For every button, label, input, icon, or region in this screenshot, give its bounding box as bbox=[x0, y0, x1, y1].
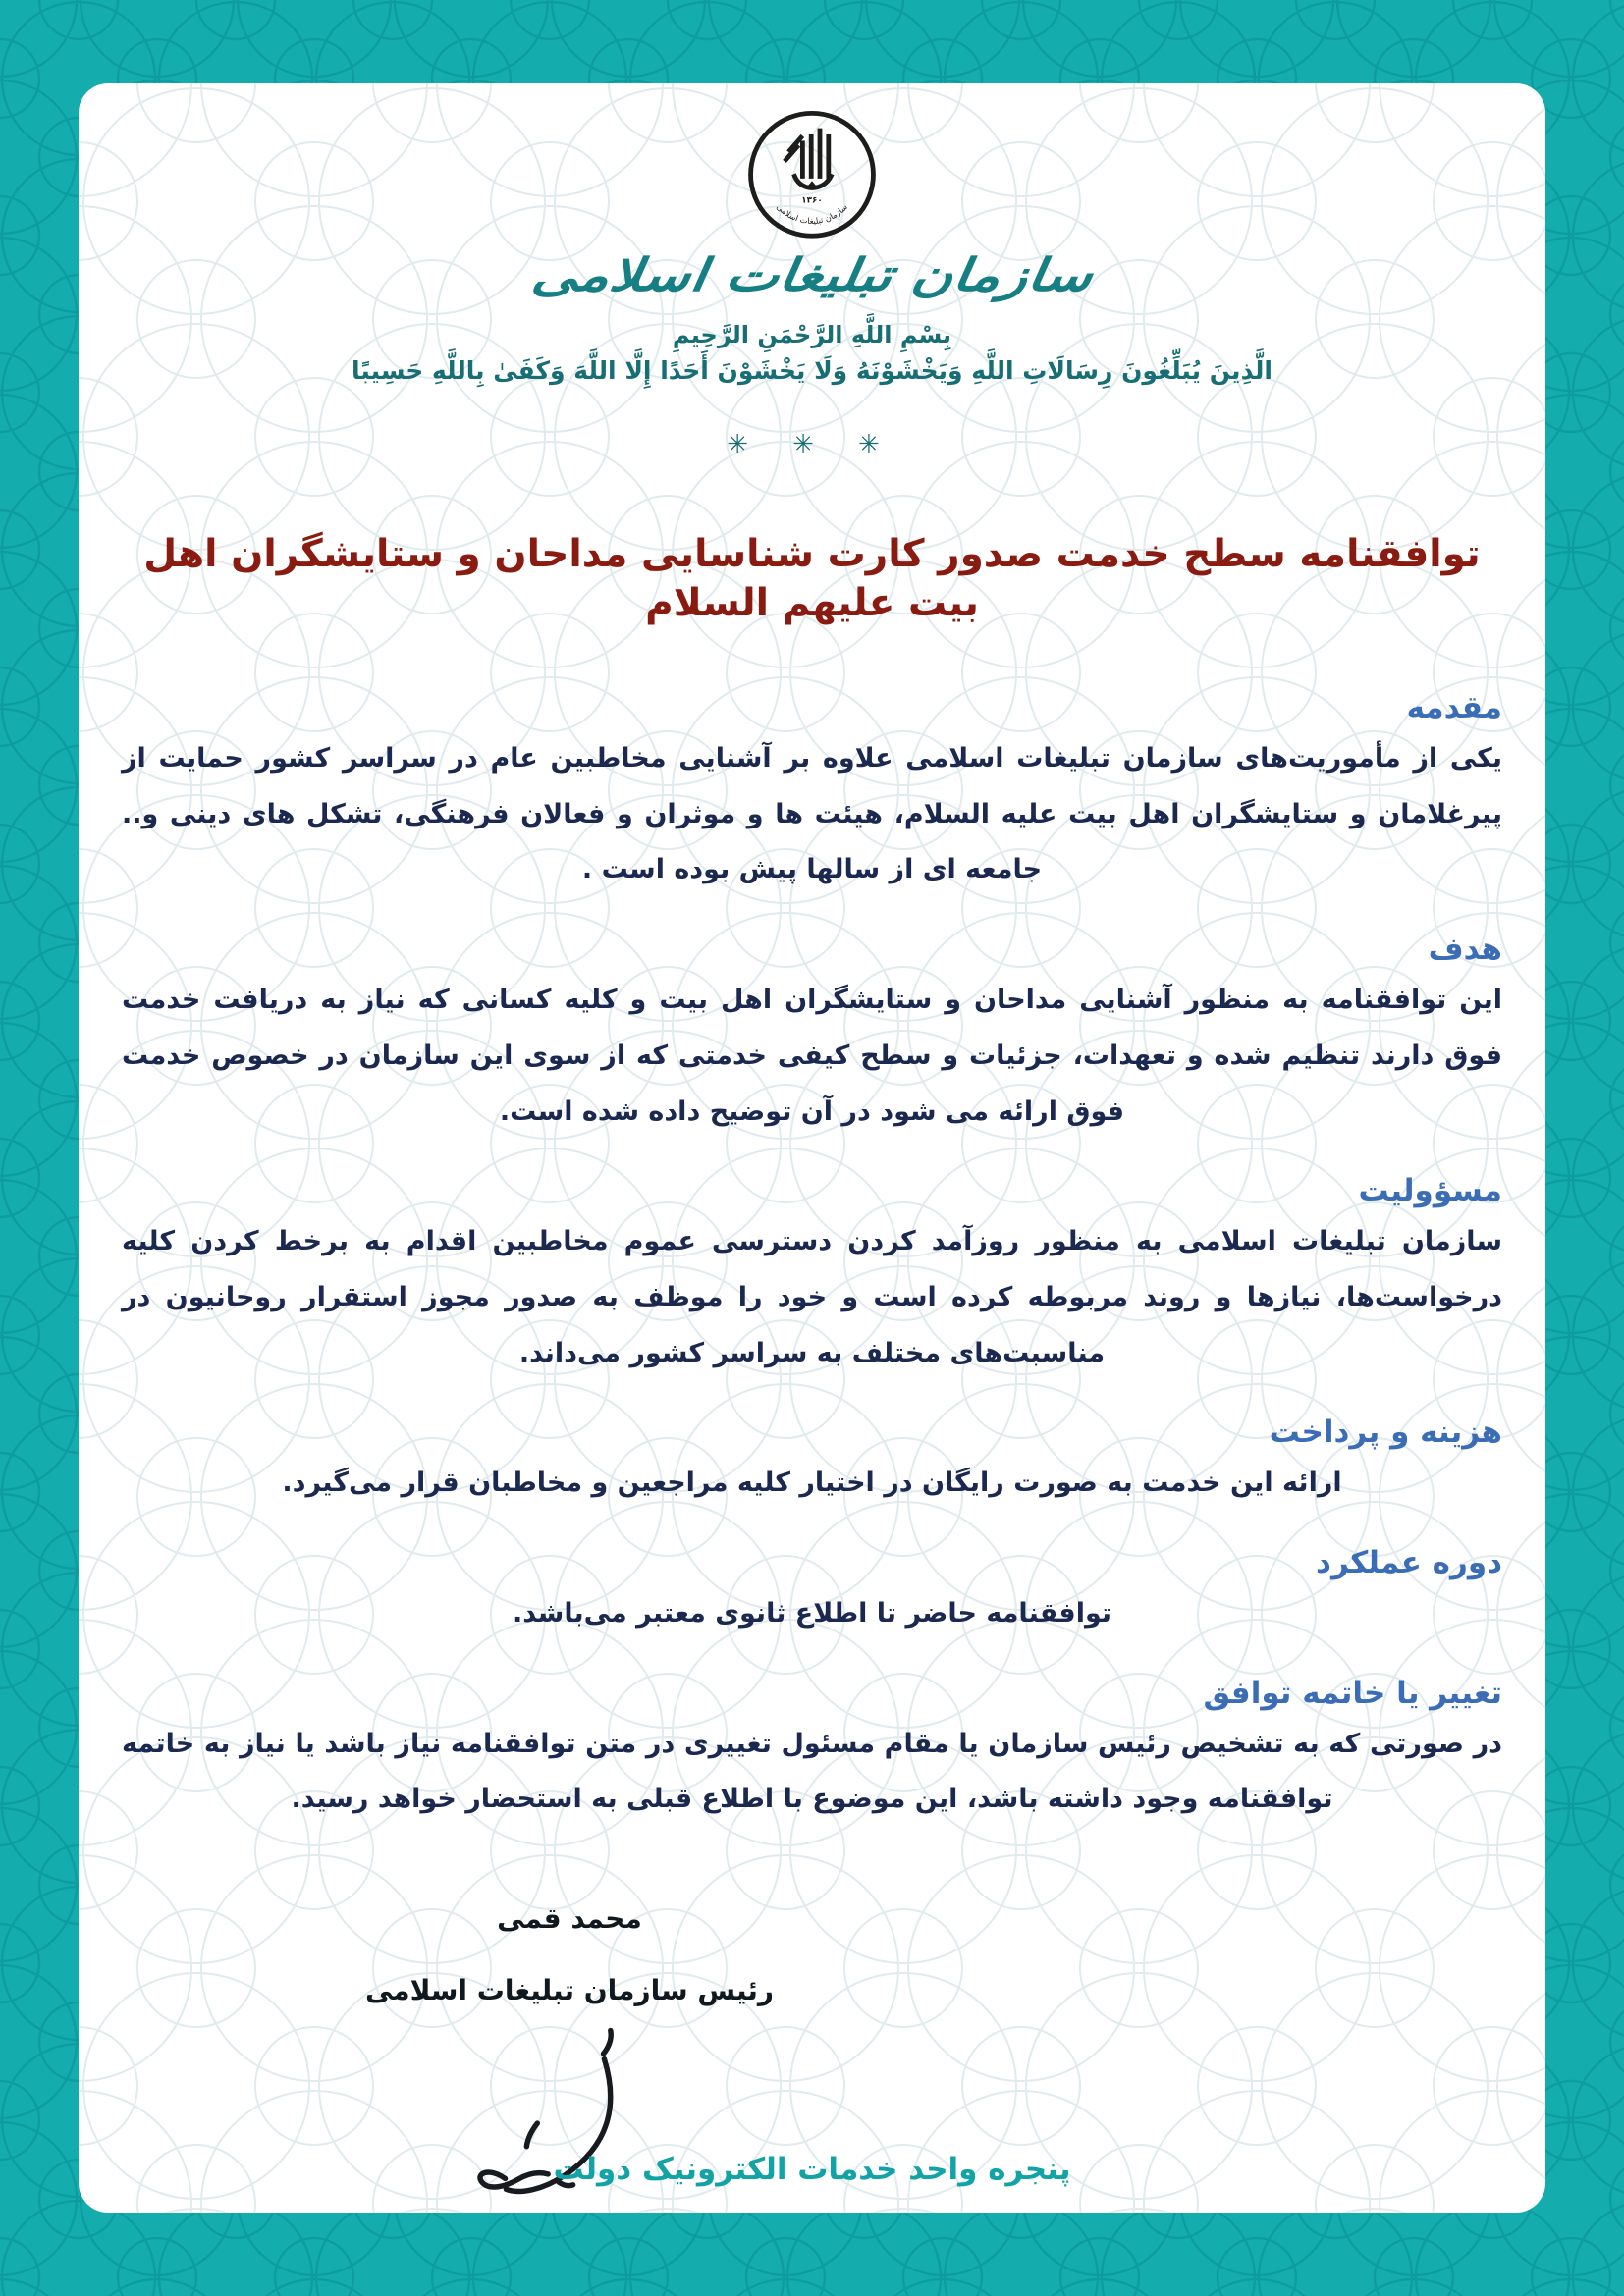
signatory-name: محمد قمی bbox=[497, 1902, 642, 1935]
ornament-asterisks: ✳ ✳ ✳ bbox=[727, 429, 897, 459]
organization-logo bbox=[728, 107, 896, 242]
logo-calligraphy-signature: سازمان تبلیغات اسلامی bbox=[528, 247, 1096, 301]
section-body: در صورتی که به تشخیص رئیس سازمان یا مقام مسئول تغییری در متن توافقنامه نیاز باشد یا نیاز به خاتمه توافقنامه وجود داشته باشد، این موضوع با اطلاع قبلی به استحضار خواهد رسید. bbox=[122, 1728, 1502, 1815]
footer-service-window-label: پنجره واحد خدمات الکترونیک دولت bbox=[553, 2152, 1071, 2187]
bismillah-text: بِسْمِ اللَّهِ الرَّحْمَنِ الرَّحِيمِ bbox=[672, 320, 952, 348]
section-cost-payment bbox=[122, 1415, 1502, 1512]
section-performance-period bbox=[122, 1545, 1502, 1642]
section-heading: مقدمه bbox=[1406, 690, 1502, 726]
section-body: سازمان تبلیغات اسلامی به منظور روزآمد کردن دسترسی عموم مخاطبین اقدام به برخط کردن کلیه درخواست‌ها، نیازها و روند مربوطه کرده است و خود را موظف به صدور مجوز استقرار روحانیون در مناسبت‌های مختلف به سراسر کشور می‌داند. bbox=[122, 1226, 1502, 1368]
logo-year: ۱۳۶۰ bbox=[801, 195, 823, 206]
sections-container bbox=[122, 657, 1502, 1851]
section-heading: مسؤولیت bbox=[1358, 1173, 1502, 1209]
section-body: این توافقنامه به منظور آشنایی مداحان و ستایشگران اهل بیت و کلیه کسانی که نیاز به دریافت خدمت فوق دارند تنظیم شده و تعهدات، جزئیات و سطح کیفی خدمتی که از سوی این سازمان در خصوص خدمت فوق ارائه می شود در آن توضیح داده شده است. bbox=[122, 985, 1502, 1127]
section-heading: هدف bbox=[1428, 932, 1502, 968]
document-title: توافقنامه سطح خدمت صدور کارت شناسایی مداحان و ستایشگران اهل بیت علیهم السلام bbox=[143, 531, 1481, 626]
section-responsibility bbox=[122, 1173, 1502, 1381]
section-body: یکی از مأموریت‌های سازمان تبلیغات اسلامی علاوه بر آشنایی مخاطبین عام در سراسر کشور حمایت از پیرغلامان و ستایشگران اهل بیت علیه السلام، هیئت ها و موثران و فعالان فرهنگی، تشکل های دینی و.. جامعه ای از سالها پیش بوده است . bbox=[122, 743, 1502, 885]
signatory-role: رئیس سازمان تبلیغات اسلامی bbox=[364, 1974, 775, 2006]
allah-calligraphy-icon bbox=[786, 131, 832, 190]
document-card bbox=[79, 83, 1545, 2213]
section-introduction bbox=[122, 690, 1502, 898]
section-body: ارائه این خدمت به صورت رایگان در اختیار کلیه مراجعین و مخاطبان قرار می‌گیرد. bbox=[282, 1468, 1342, 1499]
logo-org-name: سازمان تبلیغات اسلامی bbox=[774, 201, 850, 226]
quran-verse-text: الَّذِينَ يُبَلِّغُونَ رِسَالَاتِ اللَّهِ وَيَخْشَوْنَهُ وَلَا يَخْشَوْنَ أَحَدًا إِلَّا اللَّهَ وَكَفَىٰ بِاللَّهِ حَسِيبًا bbox=[352, 355, 1272, 385]
section-body: توافقنامه حاضر تا اطلاع ثانوی معتبر می‌باشد. bbox=[512, 1597, 1112, 1629]
section-heading: هزینه و پرداخت bbox=[1269, 1415, 1502, 1451]
section-change-termination bbox=[122, 1676, 1502, 1828]
document-content bbox=[79, 83, 1545, 2213]
section-goal bbox=[122, 932, 1502, 1140]
section-heading: دوره عملکرد bbox=[1316, 1544, 1502, 1580]
section-heading: تغییر یا خاتمه توافق bbox=[1203, 1675, 1502, 1711]
